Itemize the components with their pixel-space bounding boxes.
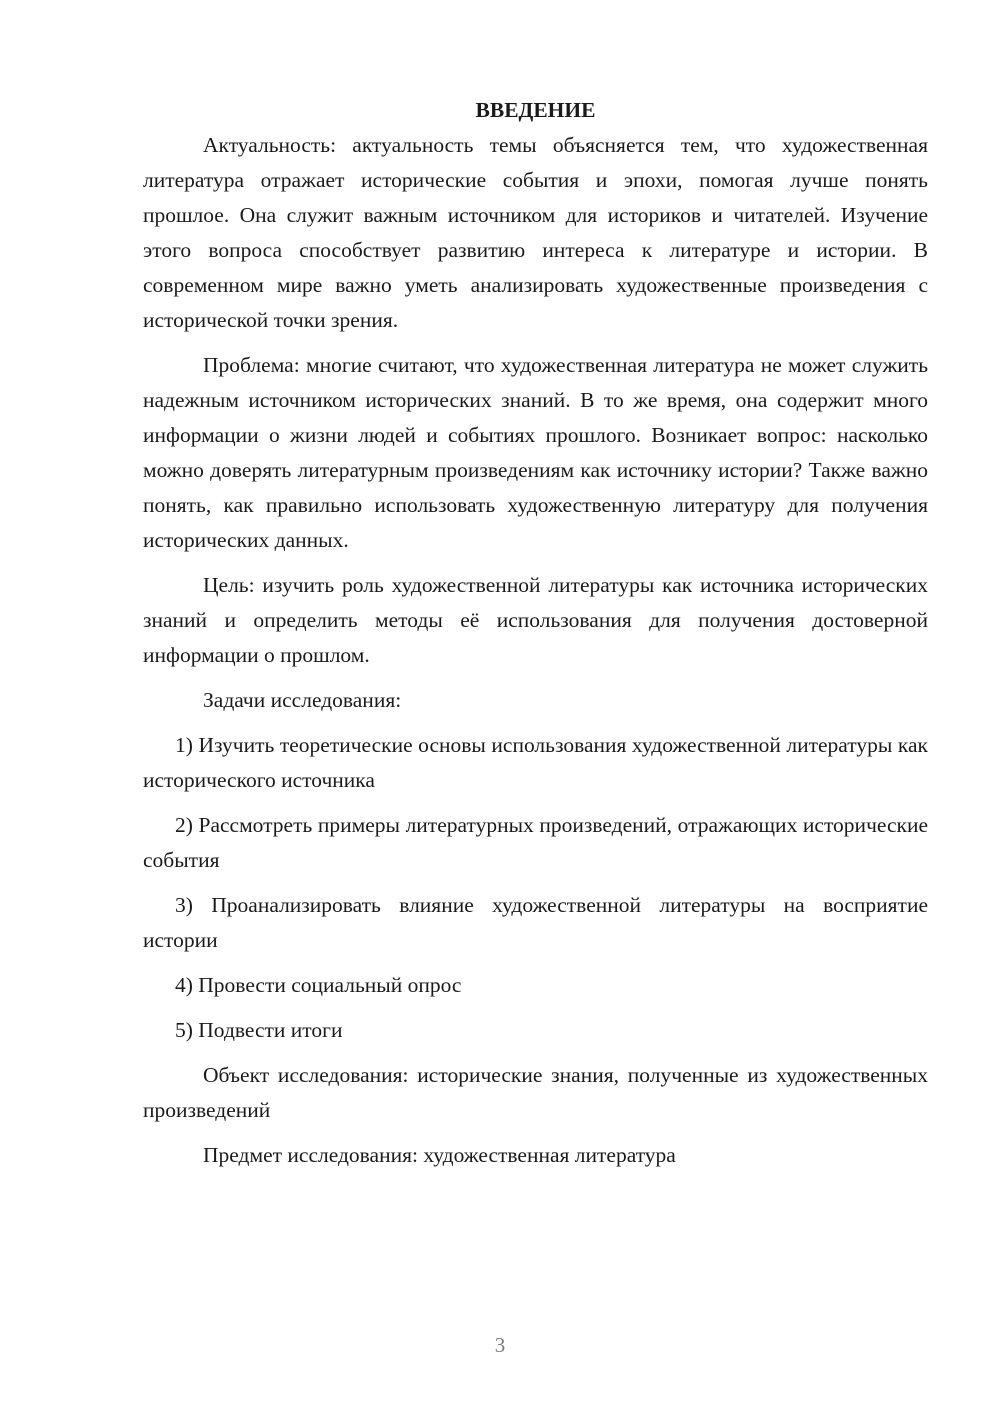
section-title: ВВЕДЕНИЕ xyxy=(475,98,596,122)
paragraph-goal: Цель: изучить роль художественной литературы как источника исторических знаний и определить методы её использования для получения достоверной информации о прошлом. xyxy=(143,573,928,667)
task-item-5: 5) Подвести итоги xyxy=(175,1018,343,1042)
page-number: 3 xyxy=(494,1333,506,1357)
paragraph-object: Объект исследования: исторические знания, полученные из художественных произведений xyxy=(143,1063,928,1122)
document-body xyxy=(143,92,928,1183)
paragraph-problem: Проблема: многие считают, что художественная литература не может служить надежным источником исторических знаний. В то же время, она содержит много информации о жизни людей и событиях прошлого. Возникает вопрос: насколько можно доверять литературным произведениям как источнику истории? Также важно понять, как правильно использовать художественную литературу для получения исторических данных. xyxy=(143,353,928,552)
tasks-list xyxy=(143,728,928,1048)
task-item-4: 4) Провести социальный опрос xyxy=(175,973,462,997)
task-item-3: 3) Проанализировать влияние художественной литературы на восприятие истории xyxy=(143,893,928,952)
tasks-heading: Задачи исследования: xyxy=(203,688,402,712)
task-item-2: 2) Рассмотреть примеры литературных произведений, отражающих исторические события xyxy=(143,813,928,872)
paragraph-relevance: Актуальность: актуальность темы объясняется тем, что художественная литература отражает исторические события и эпохи, помогая лучше понять прошлое. Она служит важным источником для историков и читателей. Изучение этого вопроса способствует развитию интереса к литературе и истории. В современном мире важно уметь анализировать художественные произведения с исторической точки зрения. xyxy=(143,133,928,332)
paragraph-subject: Предмет исследования: художественная литература xyxy=(203,1143,676,1167)
task-item-1: 1) Изучить теоретические основы использования художественной литературы как исторического источника xyxy=(143,733,928,792)
